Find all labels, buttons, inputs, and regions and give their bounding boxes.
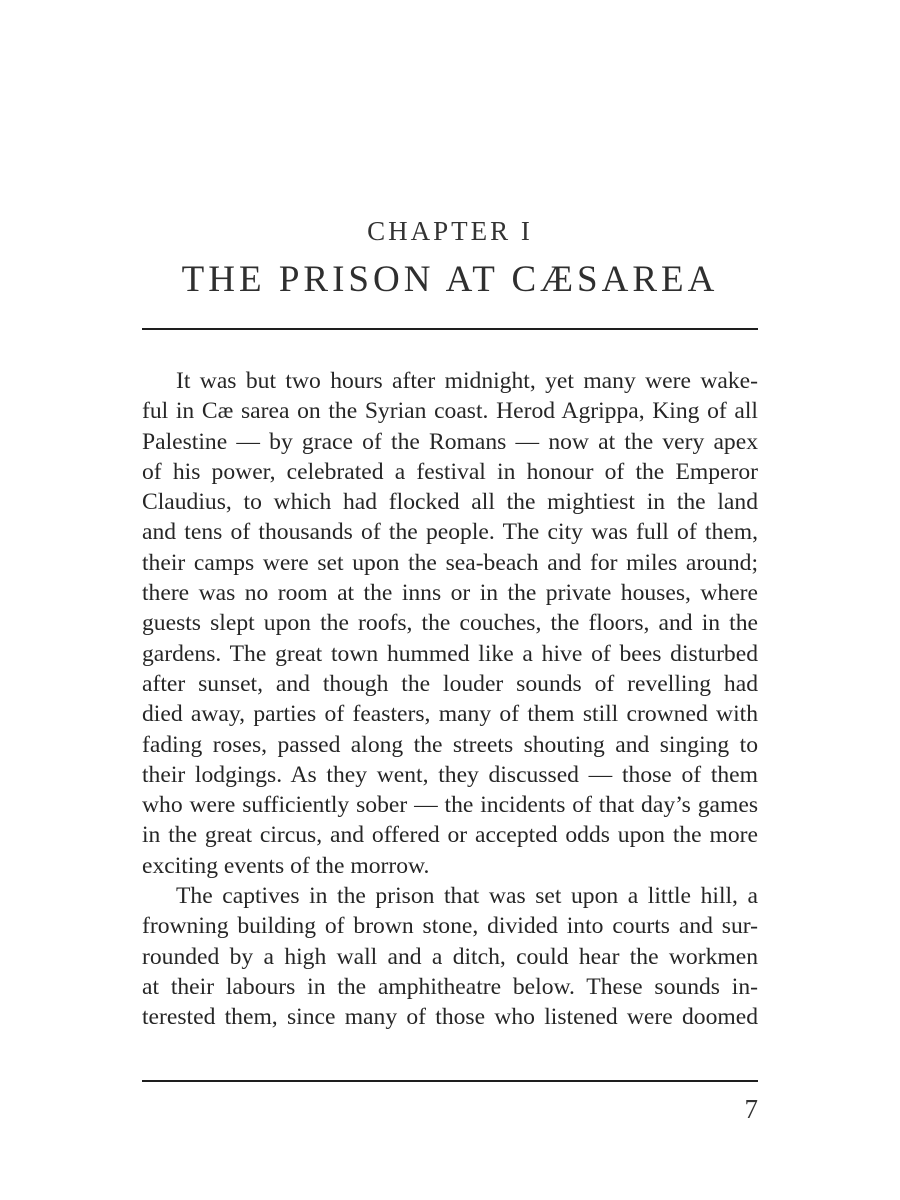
paragraph-line: at their labours in the amphitheatre below. These sounds in- [142, 973, 758, 1000]
paragraph-line: Palestine — by grace of the Romans — now at the very apex [142, 428, 758, 455]
paragraph-line: fading roses, passed along the streets shouting and singing to [142, 731, 758, 758]
paragraph-line: after sunset, and though the louder sounds of revelling had [142, 670, 758, 697]
paragraph-line: their lodgings. As they went, they discussed — those of them [142, 761, 758, 788]
chapter-label: CHAPTER I [367, 216, 533, 246]
page-number: 7 [744, 1094, 758, 1124]
paragraph-line: gardens. The great town hummed like a hive of bees disturbed [142, 640, 758, 667]
paragraph-line: ful in Cæ sarea on the Syrian coast. Herod Agrippa, King of all [142, 398, 758, 425]
chapter-title: THE PRISON AT CÆSAREA [181, 259, 719, 300]
paragraph-line: guests slept upon the roofs, the couches, the floors, and in the [142, 610, 758, 637]
body-text [142, 366, 758, 1033]
paragraph-line: there was no room at the inns or in the private houses, where [142, 580, 758, 607]
paragraph-line: their camps were set upon the sea-beach and for miles around; [142, 549, 758, 576]
paragraph-line: in the great circus, and offered or accepted odds upon the more [142, 822, 758, 849]
paragraph-line: terested them, since many of those who listened were doomed [142, 1004, 758, 1031]
paragraph-2 [142, 881, 758, 1032]
paragraph-line: of his power, celebrated a festival in honour of the Emperor [142, 458, 758, 485]
paragraph-line: exciting events of the morrow. [142, 852, 430, 879]
paragraph-line: rounded by a high wall and a ditch, could hear the workmen [142, 943, 758, 970]
top-rule [142, 328, 758, 330]
paragraph-1 [142, 366, 758, 881]
paragraph-line: The captives in the prison that was set upon a little hill, a [176, 883, 758, 910]
paragraph-line: frowning building of brown stone, divided into courts and sur- [142, 913, 758, 940]
paragraph-line: died away, parties of feasters, many of them still crowned with [142, 701, 758, 728]
bottom-rule [142, 1080, 758, 1082]
paragraph-line: and tens of thousands of the people. The city was full of them, [142, 519, 758, 546]
paragraph-line: Claudius, to which had flocked all the mightiest in the land [142, 489, 758, 516]
paragraph-line: It was but two hours after midnight, yet many were wake- [176, 368, 758, 394]
paragraph-line: who were sufficiently sober — the incidents of that day’s games [142, 792, 758, 819]
